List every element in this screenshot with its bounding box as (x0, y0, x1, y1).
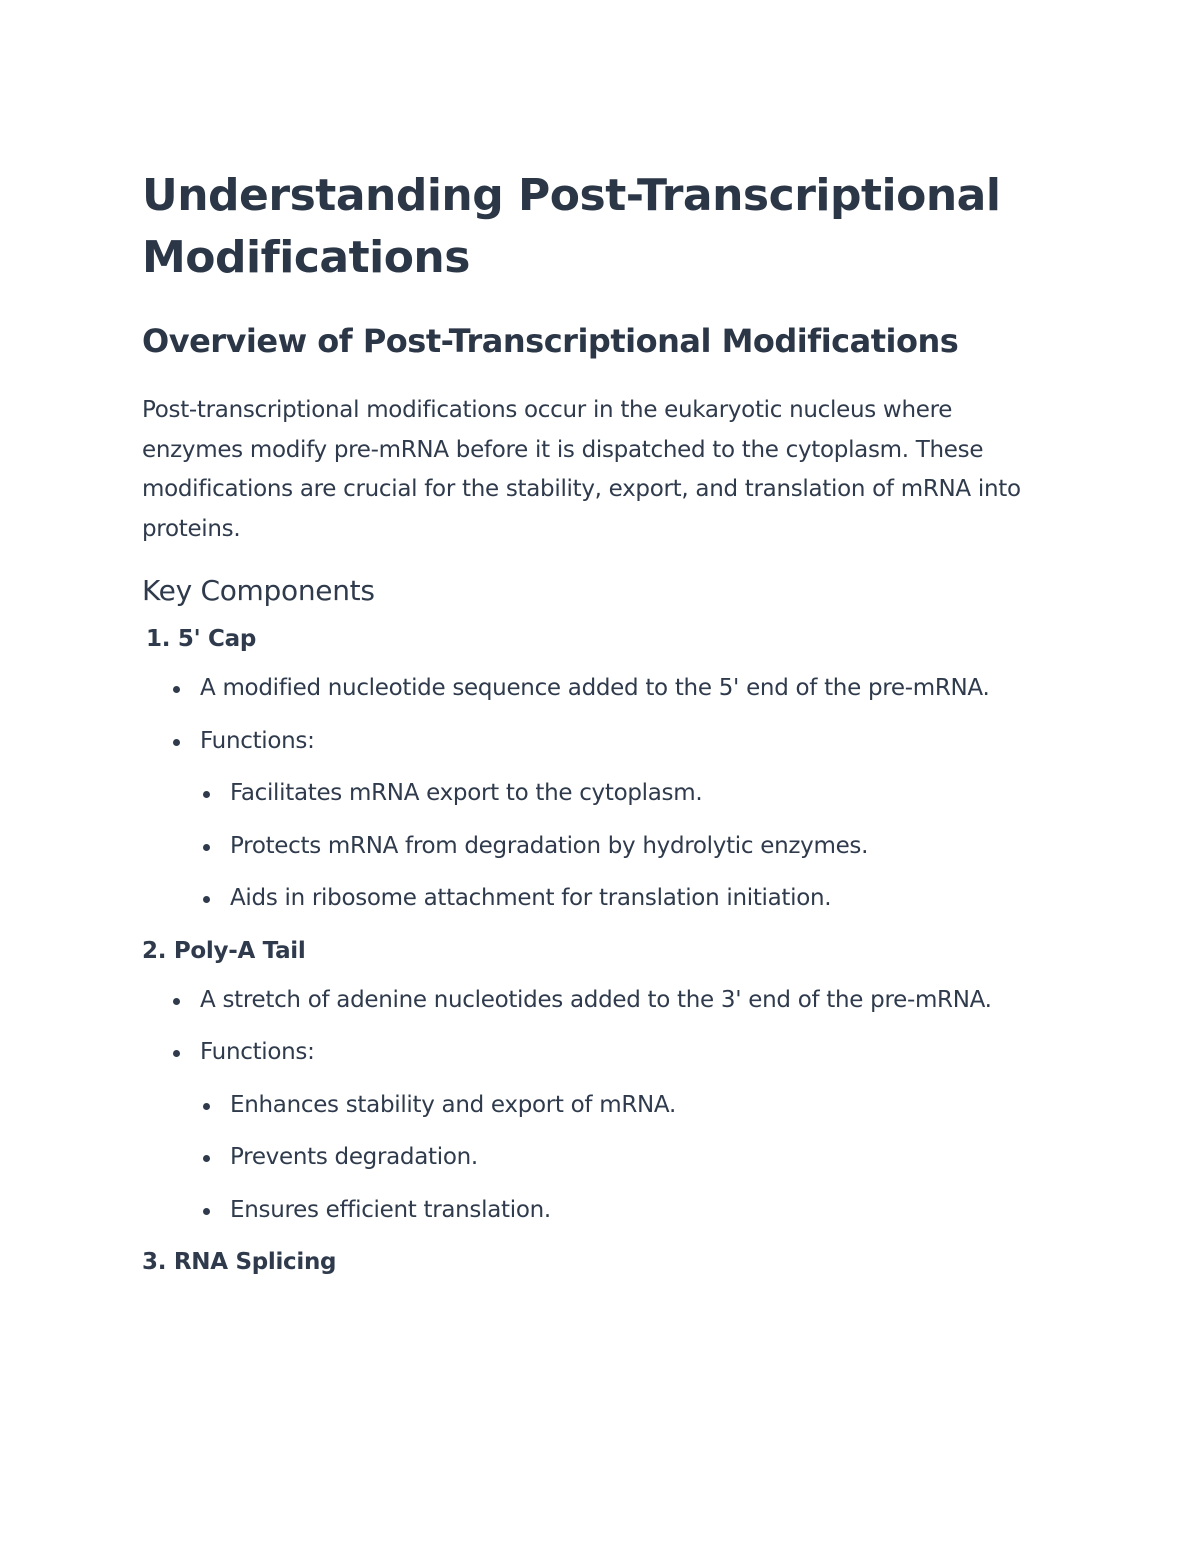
bullet-icon (203, 896, 210, 903)
component-number: 3. (142, 1249, 167, 1275)
component-5-cap (142, 621, 1062, 919)
list-item (142, 669, 1000, 709)
component-name: Poly-A Tail (173, 937, 306, 964)
document-title (142, 165, 1062, 289)
component-number: 2. (142, 937, 167, 964)
bullet-icon (173, 739, 180, 746)
overview-paragraph: Post-transcriptional modifications occur in the eukaryotic nucleus where enzymes modify pre-mRNA before it is dispatched to the cytoplasm. These modifications are crucial for the stability, export, and translation of mRNA into proteins. (142, 397, 1021, 542)
component-details (142, 981, 1062, 1073)
functions-label: Functions: (200, 1039, 315, 1065)
component-name: RNA Splicing (173, 1249, 337, 1275)
functions-list (142, 774, 1062, 919)
list-item (142, 879, 1062, 919)
list-item (142, 981, 1000, 1021)
component-description: A stretch of adenine nucleotides added to the 3' end of the pre-mRNA. (200, 986, 992, 1013)
component-heading (142, 933, 1062, 969)
bullet-icon (203, 1155, 210, 1162)
bullet-icon (173, 686, 180, 693)
component-details (142, 669, 1062, 761)
component-poly-a-tail (142, 933, 1062, 1231)
list-item (142, 827, 1062, 867)
bullet-icon (203, 1103, 210, 1110)
key-components-heading: Key Components (142, 574, 375, 607)
bullet-icon (203, 844, 210, 851)
list-item (142, 1086, 1062, 1126)
list-item (142, 774, 1062, 814)
component-rna-splicing (142, 1244, 1062, 1280)
document-title-line-2: Modifications (142, 232, 470, 283)
list-item (142, 1191, 1062, 1231)
function-text: Prevents degradation. (230, 1144, 478, 1170)
functions-label: Functions: (200, 727, 315, 754)
bullet-icon (203, 1208, 210, 1215)
component-name: 5' Cap (177, 626, 256, 652)
function-text: Aids in ribosome attachment for translation initiation. (230, 885, 832, 911)
function-text: Ensures efficient translation. (230, 1196, 551, 1223)
bullet-icon (173, 998, 180, 1005)
document-page (142, 165, 1062, 1280)
bullet-icon (203, 791, 210, 798)
overview-heading: Overview of Post-Transcriptional Modifications (142, 322, 959, 360)
list-item (142, 722, 1062, 762)
bullet-icon (173, 1050, 180, 1057)
function-text: Enhances stability and export of mRNA. (230, 1091, 676, 1118)
list-item (142, 1033, 1062, 1073)
functions-list (142, 1086, 1062, 1231)
component-heading (142, 1244, 1062, 1280)
function-text: Facilitates mRNA export to the cytoplasm. (230, 780, 703, 806)
document-title-line-1: Understanding Post-Transcriptional (142, 170, 1001, 221)
function-text: Protects mRNA from degradation by hydrolytic enzymes. (230, 832, 869, 859)
component-heading (142, 621, 1062, 657)
component-description: A modified nucleotide sequence added to the 5' end of the pre-mRNA. (200, 675, 990, 701)
list-item (142, 1138, 1062, 1178)
component-number: 1. (146, 626, 171, 652)
